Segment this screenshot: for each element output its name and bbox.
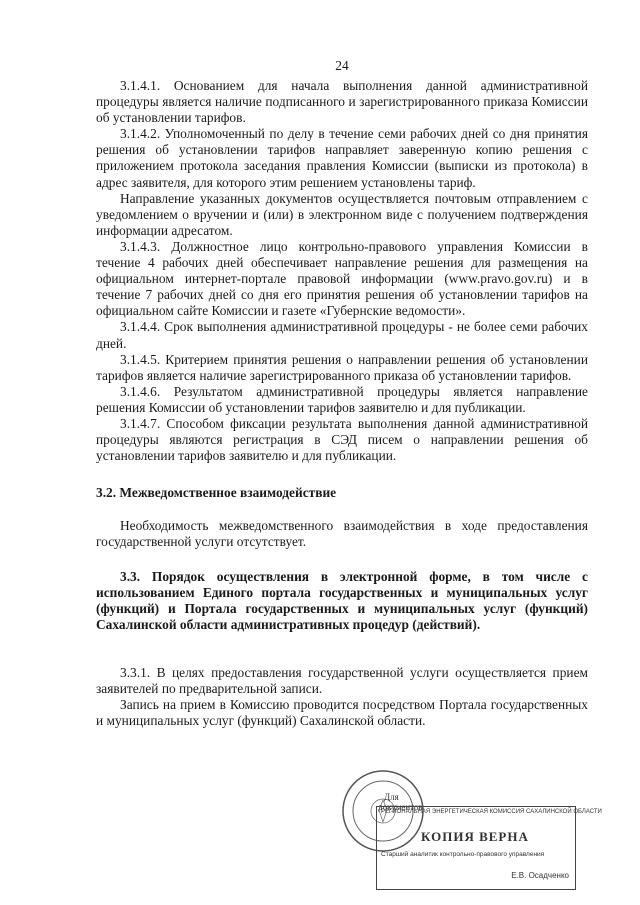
paragraph-sending-documents: Направление указанных документов осуществляется почтовым отправлением с уведомлением о вручении и (или) в электронном виде с получением подтверждения информации адресатом.: [96, 190, 588, 238]
paragraph-3-1-4-3: 3.1.4.3. Должностное лицо контрольно-правового управления Комиссии в течение 4 рабочих дней обеспечивает направление решения для размещения на официальном интернет-портале правовой информации (www.pravo.gov.ru) и в течение 7 рабочих дней со дня его принятия решения об установлении тарифов на официальном сайте Комиссии и газете «Губернские ведомости».: [96, 238, 588, 319]
paragraph-3-1-4-7: 3.1.4.7. Способом фиксации результата выполнения данной административной процедуры являются регистрация в СЭД писем о направлении решения об установлении тарифов заявителю и для публикации.: [96, 415, 588, 464]
stamp-documents-label: документов: [378, 802, 423, 812]
stamp-position: Старший аналитик контрольно-правового управления: [381, 851, 545, 858]
paragraph-3-3-1: 3.3.1. В целях предоставления государственной услуги осуществляется прием заявителей по предварительной записи.: [96, 664, 588, 696]
paragraph-3-1-4-1: 3.1.4.1. Основанием для начала выполнения данной административной процедуры является наличие подписанного и зарегистрированного приказа Комиссии об установлении тарифов.: [96, 78, 588, 126]
paragraph-3-1-4-2: 3.1.4.2. Уполномоченный по делу в течение семи рабочих дней со дня принятия решения об установлении тарифов направляет заверенную копию решения с приложением протокола заседания правления Комиссии (выписки из протокола) в адрес заявителя, для которого этим решением установлены тариф.: [96, 126, 588, 190]
document-body: [96, 78, 588, 729]
stamp-box: [376, 806, 602, 890]
section-3-3-heading: 3.3. Порядок осуществления в электронной форме, в том числе с использованием Единого портала государственных и муниципальных услуг (функций) и Портала государственных и муниципальных услуг (функций) Сахалинской области административных процедур (действий).: [96, 568, 588, 632]
page-number: 24: [335, 58, 349, 73]
paragraph-3-1-4-5: 3.1.4.5. Критерием принятия решения о направлении решения об установлении тарифов является наличие зарегистрированного приказа об установлении тарифов.: [96, 351, 588, 383]
stamp-for-label: Для: [384, 792, 399, 802]
section-3-2-heading: 3.2. Межведомственное взаимодействие: [96, 485, 337, 501]
stamp-signatory: Е.В. Осадченко: [511, 871, 569, 880]
paragraph-3-1-4-6: 3.1.4.6. Результатом административной процедуры является направление решения Комиссии об установлении тарифов заявителю и для публикации.: [96, 383, 588, 415]
paragraph-3-1-4-4: 3.1.4.4. Срок выполнения административной процедуры - не более семи рабочих дней.: [96, 319, 588, 351]
paragraph-appointment: Запись на прием в Комиссию проводится посредством Портала государственных и муниципальных услуг (функций) Сахалинской области.: [96, 697, 588, 729]
copy-certified-stamp: [338, 766, 602, 894]
stamp-organization: РЕГИОНАЛЬНАЯ ЭНЕРГЕТИЧЕСКАЯ КОМИССИЯ САХАЛИНСКОЙ ОБЛАСТИ: [381, 809, 602, 815]
stamp-title: КОПИЯ ВЕРНА: [421, 829, 529, 844]
section-3-2-text: Необходимость межведомственного взаимодействия в ходе предоставления государственной услуги отсутствует.: [96, 518, 588, 550]
